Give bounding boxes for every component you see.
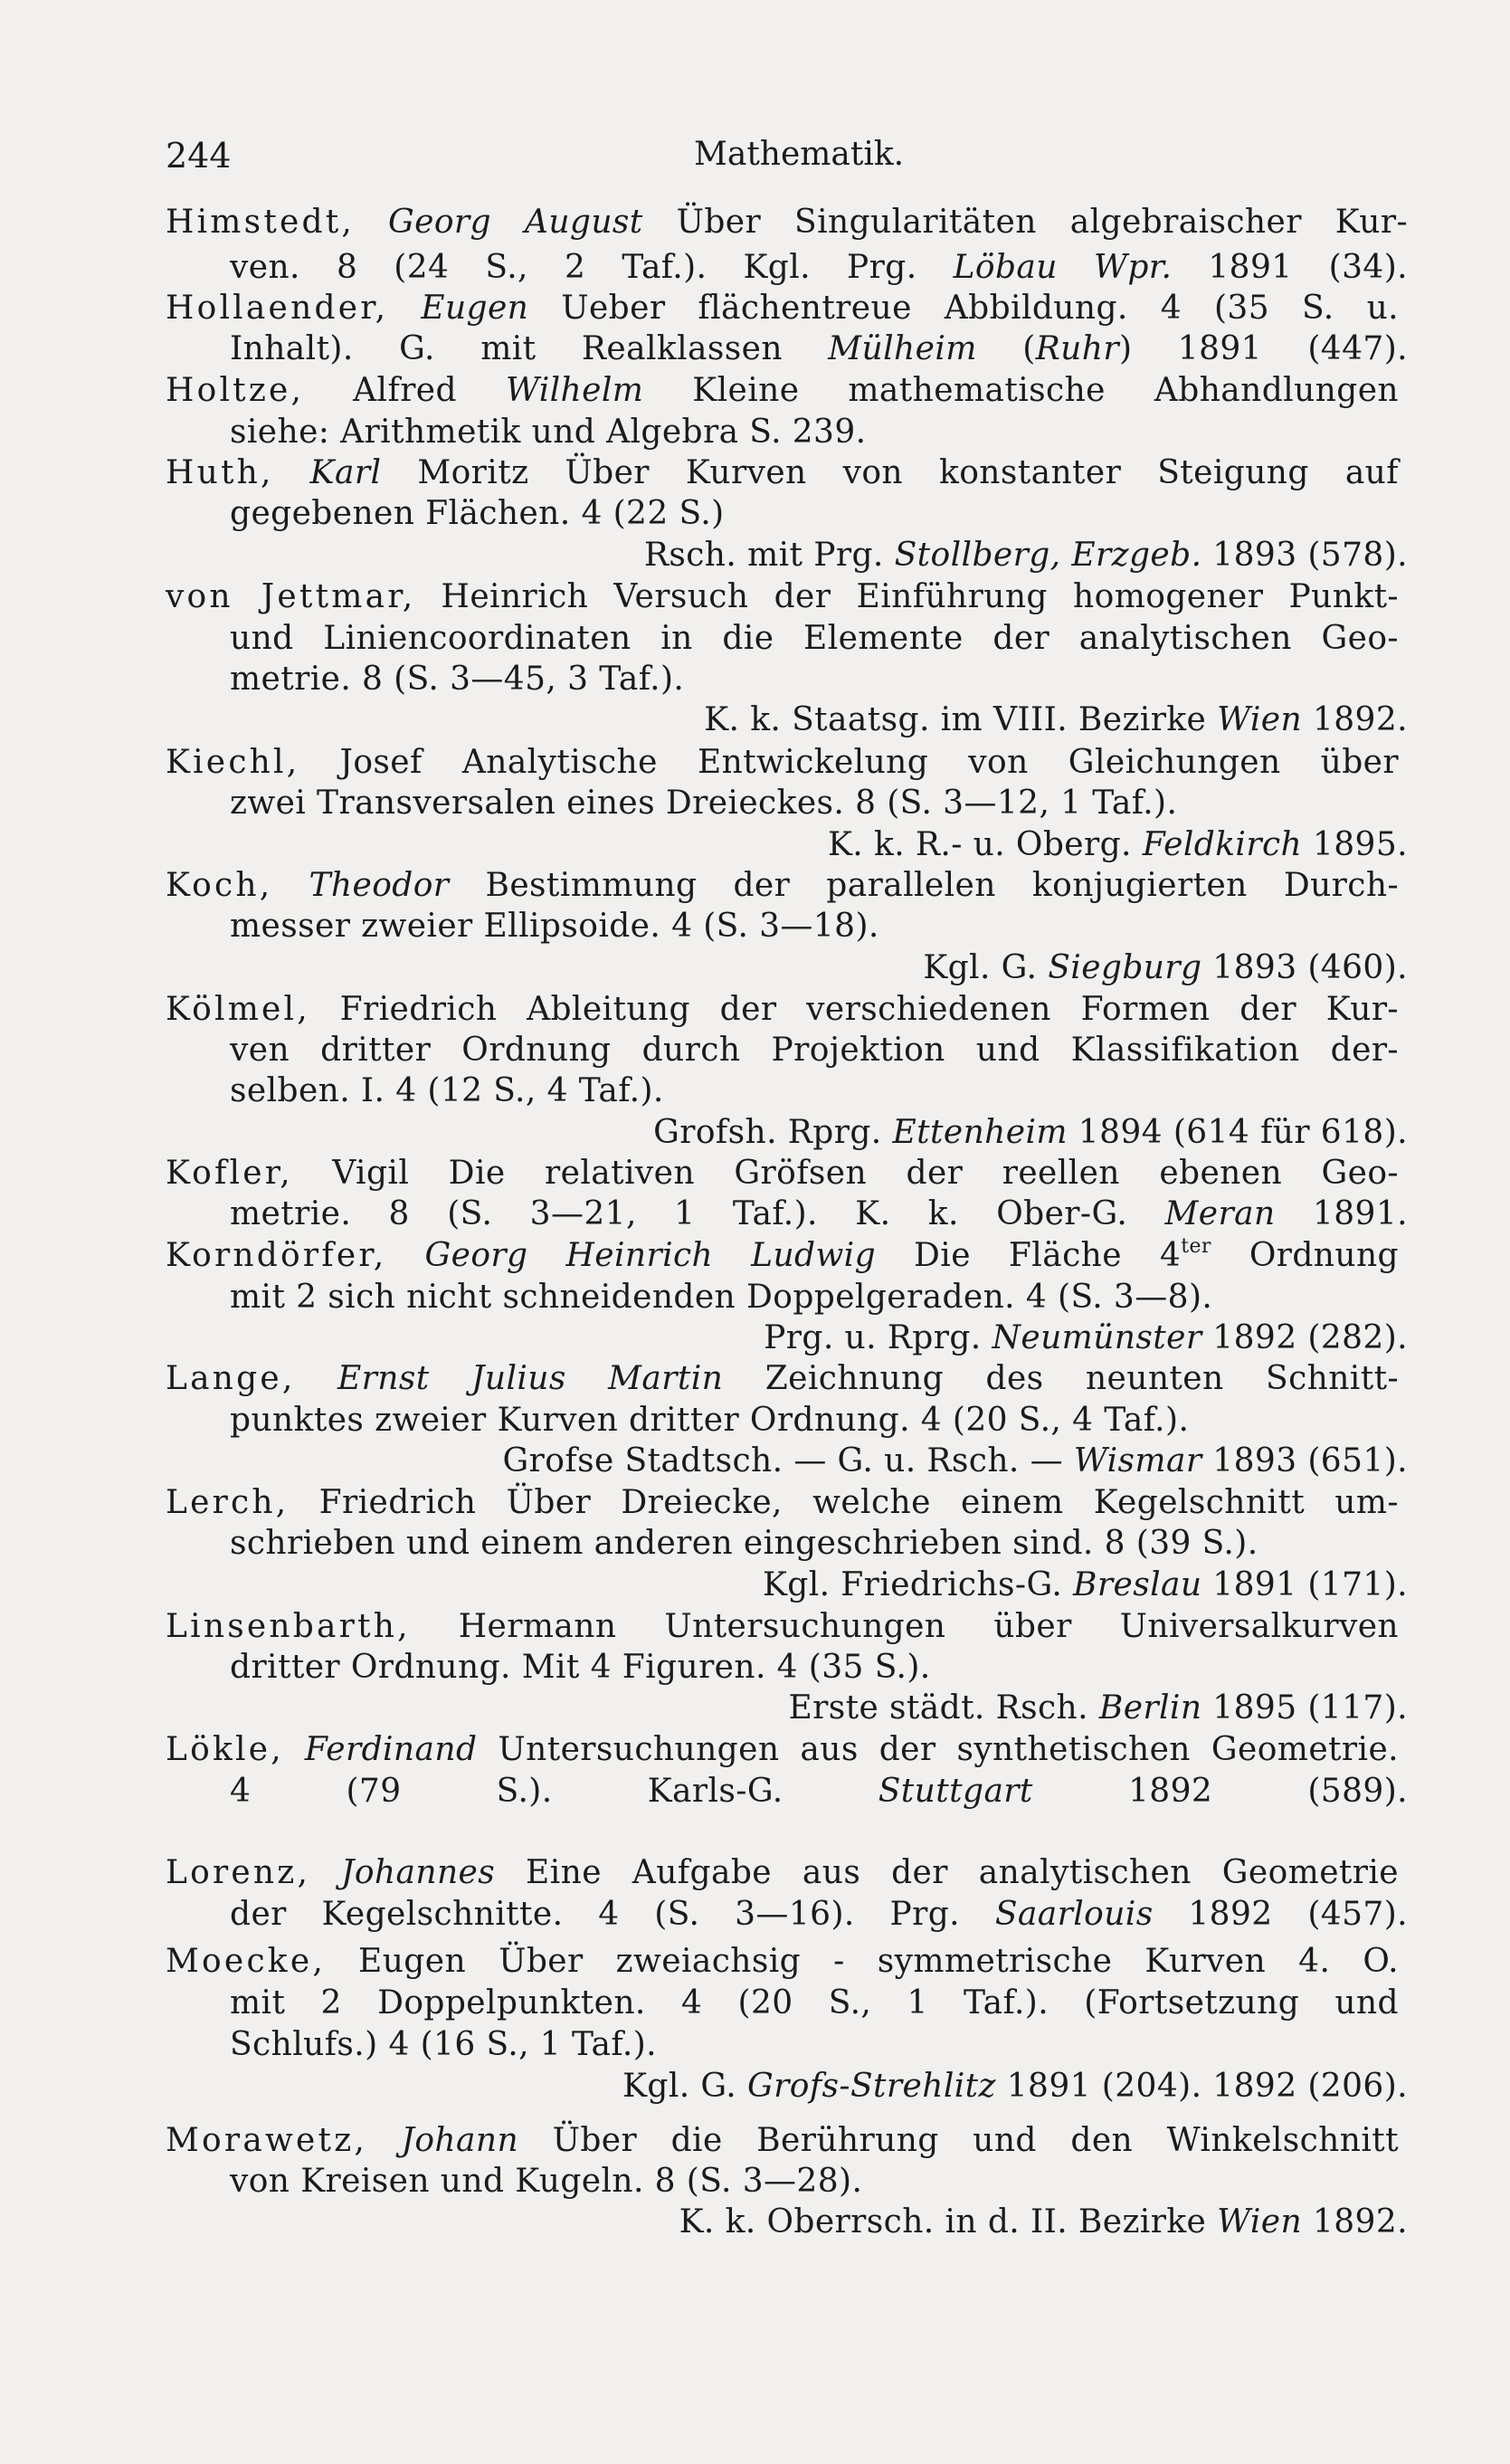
entry-text: 1891 (34). xyxy=(1172,249,1408,286)
italic-text: Theodor xyxy=(309,867,450,904)
italic-text: Eugen xyxy=(421,290,529,327)
entry-text xyxy=(355,204,388,241)
entry-line xyxy=(230,910,879,943)
entry-line xyxy=(230,539,1408,572)
italic-text: Ruhr xyxy=(1035,330,1119,367)
author-surname: Lange, xyxy=(166,1360,296,1397)
entry-text: 1892 (282). xyxy=(1201,1319,1408,1356)
entry-text: K. k. Oberrsch. in d. II. Bezirke xyxy=(679,2203,1218,2240)
entry-text: zwei Transversalen eines Dreieckes. 8 (S. 3—12, 1 Taf.). xyxy=(230,785,1178,822)
author-surname: Morawetz, xyxy=(166,2122,368,2159)
author-surname: Koch, xyxy=(166,867,273,904)
entry-line xyxy=(230,249,1408,286)
entry-text: gegebenen Flächen. 4 (22 S.) xyxy=(230,495,725,532)
entry-text: der Kegelschnitte. 4 (S. 3—16). Prg. xyxy=(230,1896,995,1933)
entry-text: Rsch. mit Prg. xyxy=(643,537,895,574)
entry-text: Inhalt). G. mit Realklassen xyxy=(230,330,829,367)
entry-text: metrie. 8 (S. 3—21, 1 Taf.). K. k. Ober-G. xyxy=(230,1195,1165,1232)
entry-text: 4 (79 S.). Karls-G. xyxy=(230,1773,878,1810)
entry-heading-line xyxy=(166,292,1399,325)
entry-text: Kleine mathematische Abhandlungen xyxy=(643,372,1399,409)
entry-text: 1893 (578). xyxy=(1201,537,1408,574)
entry-text: Heinrich Versuch der Einführung homogener Punkt- xyxy=(415,578,1399,615)
page-number: 244 xyxy=(166,136,232,176)
author-surname: Kofler, xyxy=(166,1155,293,1192)
entry-line xyxy=(230,1034,1399,1067)
entry-text: Ueber flächentreue Abbildung. 4 (35 S. u. xyxy=(528,290,1400,327)
entry-text xyxy=(296,1360,337,1397)
entry-text: selben. I. 4 (12 S., 4 Taf.). xyxy=(230,1072,664,1109)
italic-text: Georg Heinrich Ludwig xyxy=(424,1237,877,1274)
entry-text: Kgl. Friedrichs-G. xyxy=(762,1566,1074,1603)
entry-text: K. k. Staatsg. im VIII. Bezirke xyxy=(704,701,1218,738)
entry-text: ( xyxy=(976,330,1036,367)
entry-text xyxy=(367,2122,402,2159)
entry-text: siehe: Arithmetik und Algebra S. 239. xyxy=(230,414,867,451)
entry-text: Moritz Über Kurven von konstanter Steigung auf xyxy=(381,454,1399,491)
entry-line xyxy=(230,1114,1408,1151)
entry-heading-line xyxy=(166,578,1399,615)
italic-text: Saarlouis xyxy=(994,1896,1154,1933)
entry-line xyxy=(230,1072,664,1109)
italic-text: Georg xyxy=(387,204,491,241)
author-surname: Holtze, xyxy=(166,372,305,409)
entry-text: 1891 (204). 1892 (206). xyxy=(995,2068,1408,2105)
entry-text: Ordnung xyxy=(1211,1237,1399,1274)
entry-line xyxy=(230,620,1399,657)
entry-text: Friedrich Ableitung der verschiedenen Formen der Kur- xyxy=(309,991,1399,1028)
italic-text: Feldkirch xyxy=(1142,826,1303,863)
italic-text: August xyxy=(524,204,643,241)
entry-text: Über die Berührung und den Winkelschnitt xyxy=(518,2122,1399,2159)
italic-text: Grofs-Strehlitz xyxy=(746,2068,996,2105)
italic-text: Johannes xyxy=(341,1854,496,1891)
entry-heading-line xyxy=(166,1943,1399,1980)
entry-line xyxy=(230,1651,931,1684)
entry-text: Josef Analytische Entwickelung von Gleichungen über xyxy=(299,744,1399,781)
entry-line xyxy=(230,495,725,532)
author-surname: von Jettmar, xyxy=(166,578,416,615)
entry-line xyxy=(230,1527,1258,1560)
entry-line xyxy=(230,1775,1408,1808)
entry-text: 1892 (589). xyxy=(1032,1773,1408,1810)
entry-heading-line xyxy=(166,372,1399,409)
author-surname: Lorenz, xyxy=(166,1854,311,1891)
italic-text: Breslau xyxy=(1073,1566,1202,1603)
author-surname: Huth, xyxy=(166,454,274,491)
entry-text: Vigil Die relativen Gröfsen der reellen ebenen Geo- xyxy=(292,1155,1399,1192)
italic-text: Wien xyxy=(1217,701,1303,738)
entry-heading-line xyxy=(166,1731,1399,1768)
entry-text: 1893 (651). xyxy=(1201,1442,1408,1479)
entry-line xyxy=(230,1689,1408,1727)
entry-line xyxy=(230,1984,1399,2022)
entry-heading-line xyxy=(166,1235,1399,1274)
entry-line xyxy=(230,2203,1408,2240)
entry-text: 1891. xyxy=(1275,1195,1408,1232)
entry-line xyxy=(230,1195,1408,1232)
entry-heading-line xyxy=(166,744,1399,781)
entry-text xyxy=(284,1731,305,1768)
author-surname: Lökle, xyxy=(166,1731,284,1768)
entry-text: Eugen Über zweiachsig - symmetrische Kurven 4. O. xyxy=(325,1943,1399,1980)
entry-text: 1892. xyxy=(1302,701,1408,738)
entry-heading-line xyxy=(166,991,1399,1028)
entry-text: 1895. xyxy=(1302,826,1408,863)
entry-text: Prg. u. Rprg. xyxy=(764,1319,992,1356)
entry-heading-line xyxy=(166,2122,1399,2159)
entry-heading-line xyxy=(166,1854,1399,1891)
entry-text: 1893 (460). xyxy=(1201,949,1408,986)
entry-line xyxy=(230,949,1408,986)
entry-text: 1892 (457). xyxy=(1153,1896,1408,1933)
entry-heading-line xyxy=(166,1608,1399,1645)
entry-text: K. k. R.- u. Oberg. xyxy=(828,826,1143,863)
entry-text: Zeichnung des neunten Schnitt- xyxy=(723,1360,1400,1397)
entry-text: Friedrich Über Dreiecke, welche einem Kegelschnitt um- xyxy=(289,1484,1399,1521)
entry-line xyxy=(230,663,684,696)
entry-text: Untersuchungen aus der synthetischen Geometrie. xyxy=(477,1731,1399,1768)
entry-text xyxy=(386,1237,424,1274)
entry-text xyxy=(310,1854,341,1891)
entry-heading-line xyxy=(166,1484,1399,1521)
entry-line xyxy=(230,1442,1408,1479)
running-title: Mathematik. xyxy=(694,136,905,173)
italic-text: Meran xyxy=(1164,1195,1276,1232)
entry-text: Die Fläche 4 xyxy=(876,1237,1182,1274)
italic-text: Wilhelm xyxy=(505,372,644,409)
entry-text: schrieben und einem anderen eingeschrieben sind. 8 (39 S.). xyxy=(230,1525,1258,1562)
entry-heading-line xyxy=(166,1157,1399,1190)
italic-text: Mülheim xyxy=(828,330,977,367)
italic-text: Stollberg, Erzgeb. xyxy=(894,537,1202,574)
entry-line xyxy=(230,701,1408,738)
entry-text: metrie. 8 (S. 3—45, 3 Taf.). xyxy=(230,661,685,698)
entry-text: Bestimmung der parallelen konjugierten Durch- xyxy=(449,867,1400,904)
entry-text: Erste städt. Rsch. xyxy=(788,1689,1099,1727)
author-surname: Kiechl, xyxy=(166,744,300,781)
entry-text: ven dritter Ordnung durch Projektion und Klassifikation der- xyxy=(230,1032,1399,1069)
italic-text: Neumünster xyxy=(992,1319,1202,1356)
entry-line xyxy=(230,416,867,449)
entry-heading-line xyxy=(166,1360,1400,1397)
superscript: ter xyxy=(1181,1235,1211,1258)
entry-line xyxy=(230,1319,1408,1356)
entry-line xyxy=(230,1566,1408,1603)
italic-text: Wismar xyxy=(1073,1442,1202,1479)
entry-line xyxy=(230,826,1408,863)
entry-heading-line xyxy=(166,206,1408,239)
entry-text: Alfred xyxy=(304,372,506,409)
entry-line xyxy=(230,1898,1408,1931)
entry-text: Kgl. G. xyxy=(622,2068,747,2105)
entry-text: 1894 (614 für 618). xyxy=(1067,1114,1408,1151)
entry-line xyxy=(230,330,1408,367)
entry-line xyxy=(230,2026,657,2063)
entry-text: 1891 (171). xyxy=(1201,1566,1408,1603)
entry-text: Grofsh. Rprg. xyxy=(653,1114,893,1151)
author-surname: Lerch, xyxy=(166,1484,290,1521)
entry-text: und Liniencoordinaten in die Elemente der analytischen Geo- xyxy=(230,620,1399,657)
italic-text: Ettenheim xyxy=(892,1114,1068,1151)
entry-line xyxy=(230,2070,1408,2103)
entry-text xyxy=(274,454,310,491)
entry-text xyxy=(272,867,309,904)
entry-line xyxy=(230,2165,862,2198)
entry-text xyxy=(388,290,421,327)
italic-text: Karl xyxy=(309,454,382,491)
entry-text: 1892. xyxy=(1302,2203,1408,2240)
entry-text: Kgl. G. xyxy=(923,949,1049,986)
italic-text: Johann xyxy=(401,2122,519,2159)
entry-text: 1895 (117). xyxy=(1201,1689,1408,1727)
entry-text: Eine Aufgabe aus der analytischen Geometrie xyxy=(495,1854,1399,1891)
entry-line xyxy=(230,1404,1189,1437)
entry-text: ven. 8 (24 S., 2 Taf.). Kgl. Prg. xyxy=(230,249,954,286)
entry-text: von Kreisen und Kugeln. 8 (S. 3—28). xyxy=(230,2163,863,2200)
italic-text: Ernst Julius Martin xyxy=(337,1360,724,1397)
italic-text: Siegburg xyxy=(1048,949,1202,986)
author-surname: Linsenbarth, xyxy=(166,1608,411,1645)
author-surname: Moecke, xyxy=(166,1943,326,1980)
entry-line xyxy=(230,787,1177,820)
entry-text xyxy=(491,204,525,241)
italic-text: Berlin xyxy=(1098,1689,1202,1727)
entry-heading-line xyxy=(166,454,1399,491)
entry-line xyxy=(230,1281,1212,1314)
entry-text: mit 2 sich nicht schneidenden Doppelgeraden. 4 (S. 3—8). xyxy=(230,1279,1213,1316)
author-surname: Himstedt, xyxy=(166,204,356,241)
italic-text: Wien xyxy=(1217,2203,1303,2240)
author-surname: Hollaender, xyxy=(166,290,389,327)
entry-heading-line xyxy=(166,867,1400,904)
italic-text: Löbau Wpr. xyxy=(953,249,1173,286)
entry-text: ) 1891 (447). xyxy=(1118,330,1408,367)
entry-text: mit 2 Doppelpunkten. 4 (20 S., 1 Taf.). (Fortsetzung und xyxy=(230,1984,1399,2022)
entry-text: punktes zweier Kurven dritter Ordnung. 4 (20 S., 4 Taf.). xyxy=(230,1402,1190,1439)
entry-text: messer zweier Ellipsoide. 4 (S. 3—18). xyxy=(230,908,879,945)
entry-text: Schlufs.) 4 (16 S., 1 Taf.). xyxy=(230,2026,657,2063)
entry-text: Grofse Stadtsch. — G. u. Rsch. — xyxy=(502,1442,1074,1479)
entry-text: Über Singularitäten algebraischer Kur- xyxy=(642,204,1409,241)
author-surname: Korndörfer, xyxy=(166,1237,387,1274)
author-surname: Kölmel, xyxy=(166,991,310,1028)
entry-text: Hermann Untersuchungen über Universalkurven xyxy=(410,1608,1399,1645)
entry-text: dritter Ordnung. Mit 4 Figuren. 4 (35 S.). xyxy=(230,1649,931,1686)
italic-text: Ferdinand xyxy=(304,1731,478,1768)
italic-text: Stuttgart xyxy=(878,1773,1033,1810)
